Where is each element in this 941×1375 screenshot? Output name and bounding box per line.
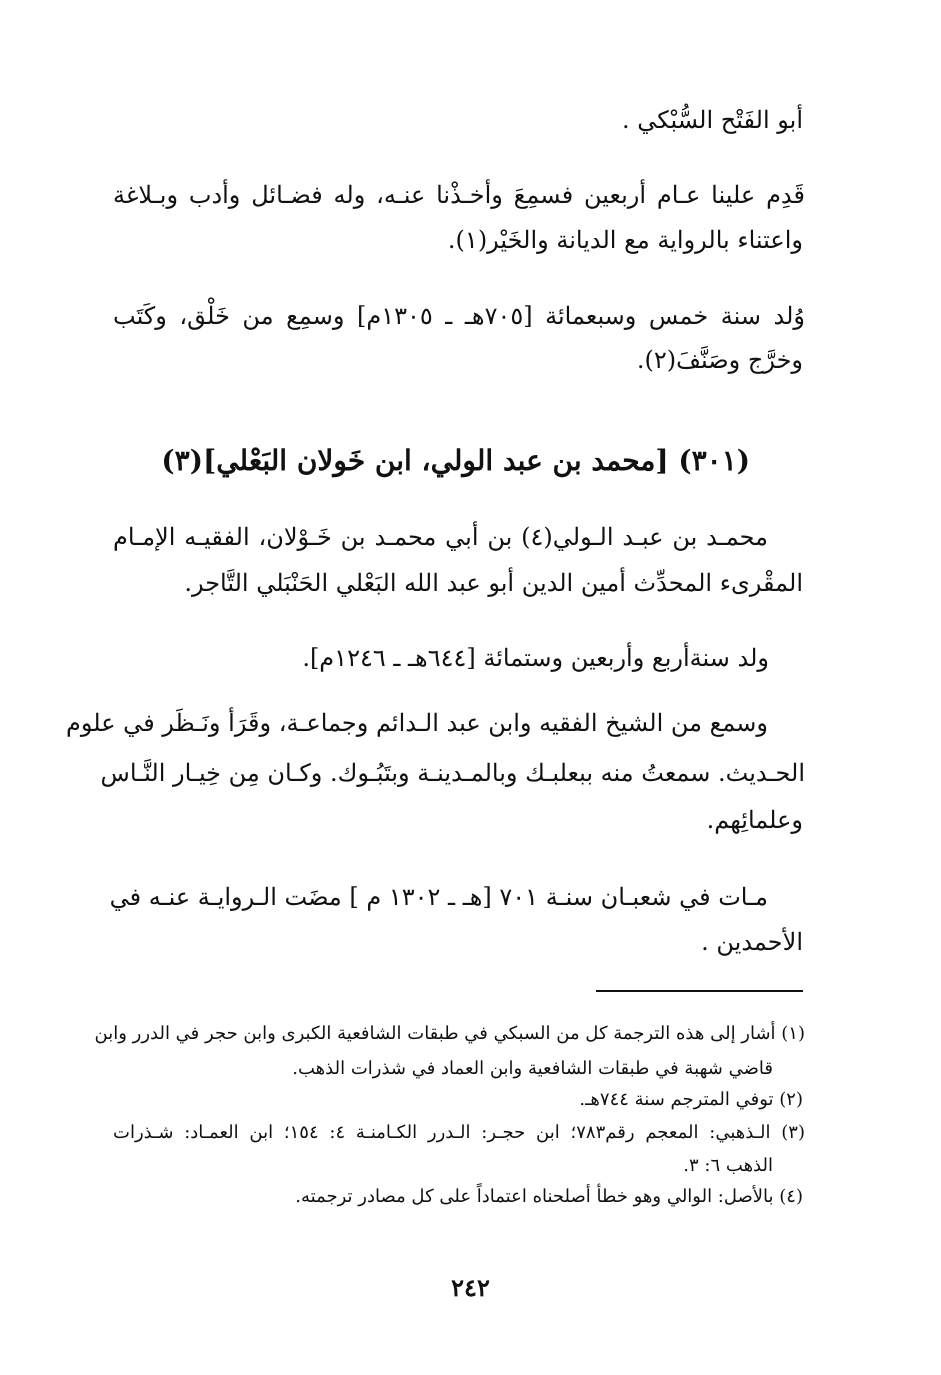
paragraph-line: واعتناء بالرواية مع الديانة والخَيْر(١). [447,226,803,254]
paragraph-line: وسمع من الشيخ الفقيه وابن عبد الـدائم وجماعـة، وقَرَأ ونَـظَر في علوم [66,709,768,737]
paragraph-line: وخرَّج وصَنَّفَ(٢). [636,346,803,374]
entry-heading: (٣٠١) [محمد بن عبد الولي، ابن خَولان البَعْلي](٣) [161,444,750,477]
paragraph-line: قَدِم علينا عـام أربعين فسمِعَ وأخـذْنا عنـه، وله فضـائل وأدب وبـلاغة [113,181,805,209]
paragraph-line: الحـديث. سمعتُ منه ببعلبـك وبالمـدينـة وبتَبُـوك. وكـان مِن خِيـار النَّـاس [100,759,805,787]
intro-line: أبو الفَتْح السُّبْكي . [621,106,803,134]
page-number: ٢٤٢ [451,1273,490,1302]
footnote-line: الذهب ٦: ٣. [683,1155,773,1176]
footnote-line: (١) أشار إلى هذه الترجمة كل من السبكي في طبقات الشافعية الكبرى وابن حجر في الدرر وابن [94,1023,805,1044]
footnote-line: (٣) الـذهبي: المعجم رقم٧٨٣؛ ابن حجـر: الـدرر الكـامنـة ٤: ١٥٤؛ ابن العمـاد: شـذرات [113,1122,805,1143]
paragraph-line: وعلمائِهم. [706,806,803,834]
paragraph-line: المقْرىء المحدِّث أمين الدين أبو عبد الله البَعْلي الحَنْبَلي التَّاجر. [184,569,803,597]
paragraph-line: وُلد سنة خمس وسبعمائة [٧٠٥هـ ـ ١٣٠٥م] وسمِع من خَلْق، وكَتَب [113,302,806,330]
footnote-line: (٢) توفي المترجم سنة ٧٤٤هـ. [579,1089,803,1110]
footnote-line: (٤) بالأصل: الوالي وهو خطأ أصلحناه اعتماداً على كل مصادر ترجمته. [295,1186,803,1207]
paragraph-line: مـات في شعبـان سنـة ٧٠١ [هـ ـ ١٣٠٢ م ] مضَت الـروايـة عنـه في [109,883,768,911]
paragraph-line: ولد سنةأربع وأربعين وستمائة [٦٤٤هـ ـ ١٢٤٦م]. [302,644,769,672]
footnote-separator [596,990,803,992]
paragraph-line: محمـد بن عبـد الـولي(٤) بن أبي محمـد بن خَـوْلان، الفقيـه الإمـام [113,523,768,551]
paragraph-line: الأحمدين . [701,928,803,956]
footnote-line: قاضي شهبة في طبقات الشافعية وابن العماد في شذرات الذهب. [292,1058,773,1079]
